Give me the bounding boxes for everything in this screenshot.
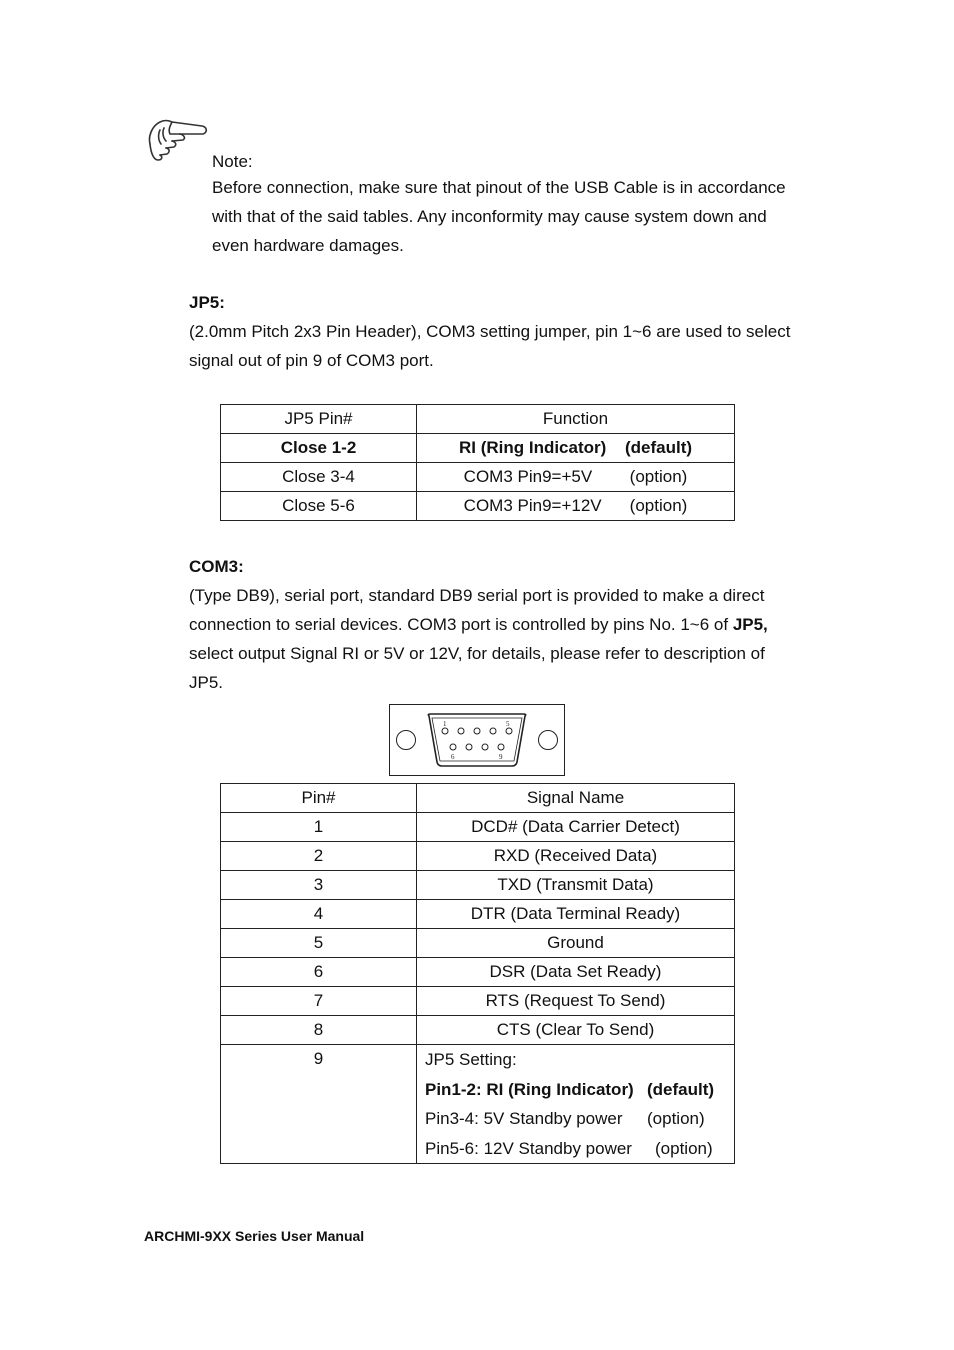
note-label: Note: bbox=[212, 152, 253, 171]
signal-cell: RXD (Received Data) bbox=[417, 842, 735, 871]
jp5-desc-line: signal out of pin 9 of COM3 port. bbox=[189, 351, 434, 370]
table-row bbox=[221, 842, 735, 871]
com3-description bbox=[189, 581, 819, 697]
table-row bbox=[221, 871, 735, 900]
function-signal: COM3 Pin9=+5V bbox=[463, 467, 593, 486]
table-header-row bbox=[221, 405, 735, 434]
pin-cell: 2 bbox=[221, 842, 417, 871]
header-cell: Pin# bbox=[221, 784, 417, 813]
pin-cell: Close 5-6 bbox=[221, 492, 417, 521]
pin-cell: 4 bbox=[221, 900, 417, 929]
jp5-heading: JP5: bbox=[189, 293, 225, 312]
signal-cell: DCD# (Data Carrier Detect) bbox=[417, 813, 735, 842]
db9-pin-label: 6 bbox=[451, 753, 455, 761]
table-row bbox=[221, 492, 735, 521]
signal-cell: TXD (Transmit Data) bbox=[417, 871, 735, 900]
com3-desc-text: connection to serial devices. COM3 port is controlled by pins No. 1~6 of bbox=[189, 615, 733, 634]
table-row bbox=[221, 1016, 735, 1045]
table-row bbox=[221, 958, 735, 987]
pin9-setting-label: Pin1-2: RI (Ring Indicator) bbox=[425, 1079, 634, 1099]
pointing-hand-icon bbox=[146, 114, 210, 168]
signal-cell: DTR (Data Terminal Ready) bbox=[417, 900, 735, 929]
com3-heading: COM3: bbox=[189, 557, 244, 576]
pin9-setting bbox=[425, 1075, 726, 1105]
pin-cell: 8 bbox=[221, 1016, 417, 1045]
com3-desc-line: select output Signal RI or 5V or 12V, for details, please refer to description of bbox=[189, 644, 765, 663]
jp5-desc-line: (2.0mm Pitch 2x3 Pin Header), COM3 setting jumper, pin 1~6 are used to select bbox=[189, 322, 791, 341]
table-header-row bbox=[221, 784, 735, 813]
function-signal: COM3 Pin9=+12V bbox=[463, 496, 602, 515]
db9-connector-icon bbox=[389, 704, 565, 776]
function-cell bbox=[417, 434, 735, 463]
function-mode: (option) bbox=[629, 467, 688, 486]
pin9-setting-mode: (option) bbox=[647, 1109, 705, 1128]
pin-cell: 1 bbox=[221, 813, 417, 842]
pin9-setting-label: Pin3-4: 5V Standby power bbox=[425, 1109, 623, 1128]
table-row bbox=[221, 987, 735, 1016]
db9-pin-label: 1 bbox=[443, 720, 447, 728]
header-cell: JP5 Pin# bbox=[221, 405, 417, 434]
function-signal: RI (Ring Indicator) bbox=[458, 438, 607, 457]
pin-cell: 6 bbox=[221, 958, 417, 987]
note-line: with that of the said tables. Any inconformity may cause system down and bbox=[212, 207, 767, 226]
signal-cell: RTS (Request To Send) bbox=[417, 987, 735, 1016]
signal-cell: CTS (Clear To Send) bbox=[417, 1016, 735, 1045]
table-row bbox=[221, 463, 735, 492]
function-mode: (option) bbox=[629, 496, 688, 515]
db9-pin-label: 5 bbox=[506, 720, 510, 728]
signal-cell: Ground bbox=[417, 929, 735, 958]
pin9-setting-mode: (default) bbox=[647, 1079, 715, 1099]
table-row bbox=[221, 813, 735, 842]
header-cell: Function bbox=[417, 405, 735, 434]
pin-cell: 3 bbox=[221, 871, 417, 900]
jp5-description bbox=[189, 317, 819, 375]
com3-desc-line: (Type DB9), serial port, standard DB9 serial port is provided to make a direct bbox=[189, 586, 765, 605]
jp5-reference: JP5, bbox=[732, 615, 768, 634]
function-cell bbox=[417, 463, 735, 492]
jp5-table bbox=[220, 404, 735, 521]
pin-cell: 9 bbox=[221, 1045, 417, 1164]
footer-title: ARCHMI-9XX Series User Manual bbox=[144, 1228, 365, 1244]
pin-cell: Close 1-2 bbox=[221, 434, 417, 463]
function-mode: (default) bbox=[624, 438, 693, 457]
pin9-setting-label: Pin5-6: 12V Standby power bbox=[425, 1138, 632, 1158]
pin9-setting bbox=[425, 1134, 726, 1164]
pin9-settings-cell bbox=[417, 1045, 735, 1164]
signal-cell: DSR (Data Set Ready) bbox=[417, 958, 735, 987]
table-row bbox=[221, 434, 735, 463]
com3-desc-line: JP5. bbox=[189, 673, 224, 692]
pin-cell: 7 bbox=[221, 987, 417, 1016]
pin9-setting bbox=[425, 1104, 726, 1134]
header-cell: Signal Name bbox=[417, 784, 735, 813]
com3-desc-line bbox=[189, 610, 819, 639]
note-line: even hardware damages. bbox=[212, 236, 404, 255]
pin9-settings-title: JP5 Setting: bbox=[425, 1050, 517, 1069]
db9-pin-label: 9 bbox=[499, 753, 503, 761]
function-cell bbox=[417, 492, 735, 521]
pin-cell: Close 3-4 bbox=[221, 463, 417, 492]
table-row bbox=[221, 900, 735, 929]
pin9-setting-mode: (option) bbox=[655, 1138, 713, 1158]
pin-cell: 5 bbox=[221, 929, 417, 958]
note-line: Before connection, make sure that pinout of the USB Cable is in accordance bbox=[212, 178, 786, 197]
com3-table bbox=[220, 783, 735, 1164]
table-row bbox=[221, 1045, 735, 1164]
note-body bbox=[212, 173, 812, 260]
table-row bbox=[221, 929, 735, 958]
